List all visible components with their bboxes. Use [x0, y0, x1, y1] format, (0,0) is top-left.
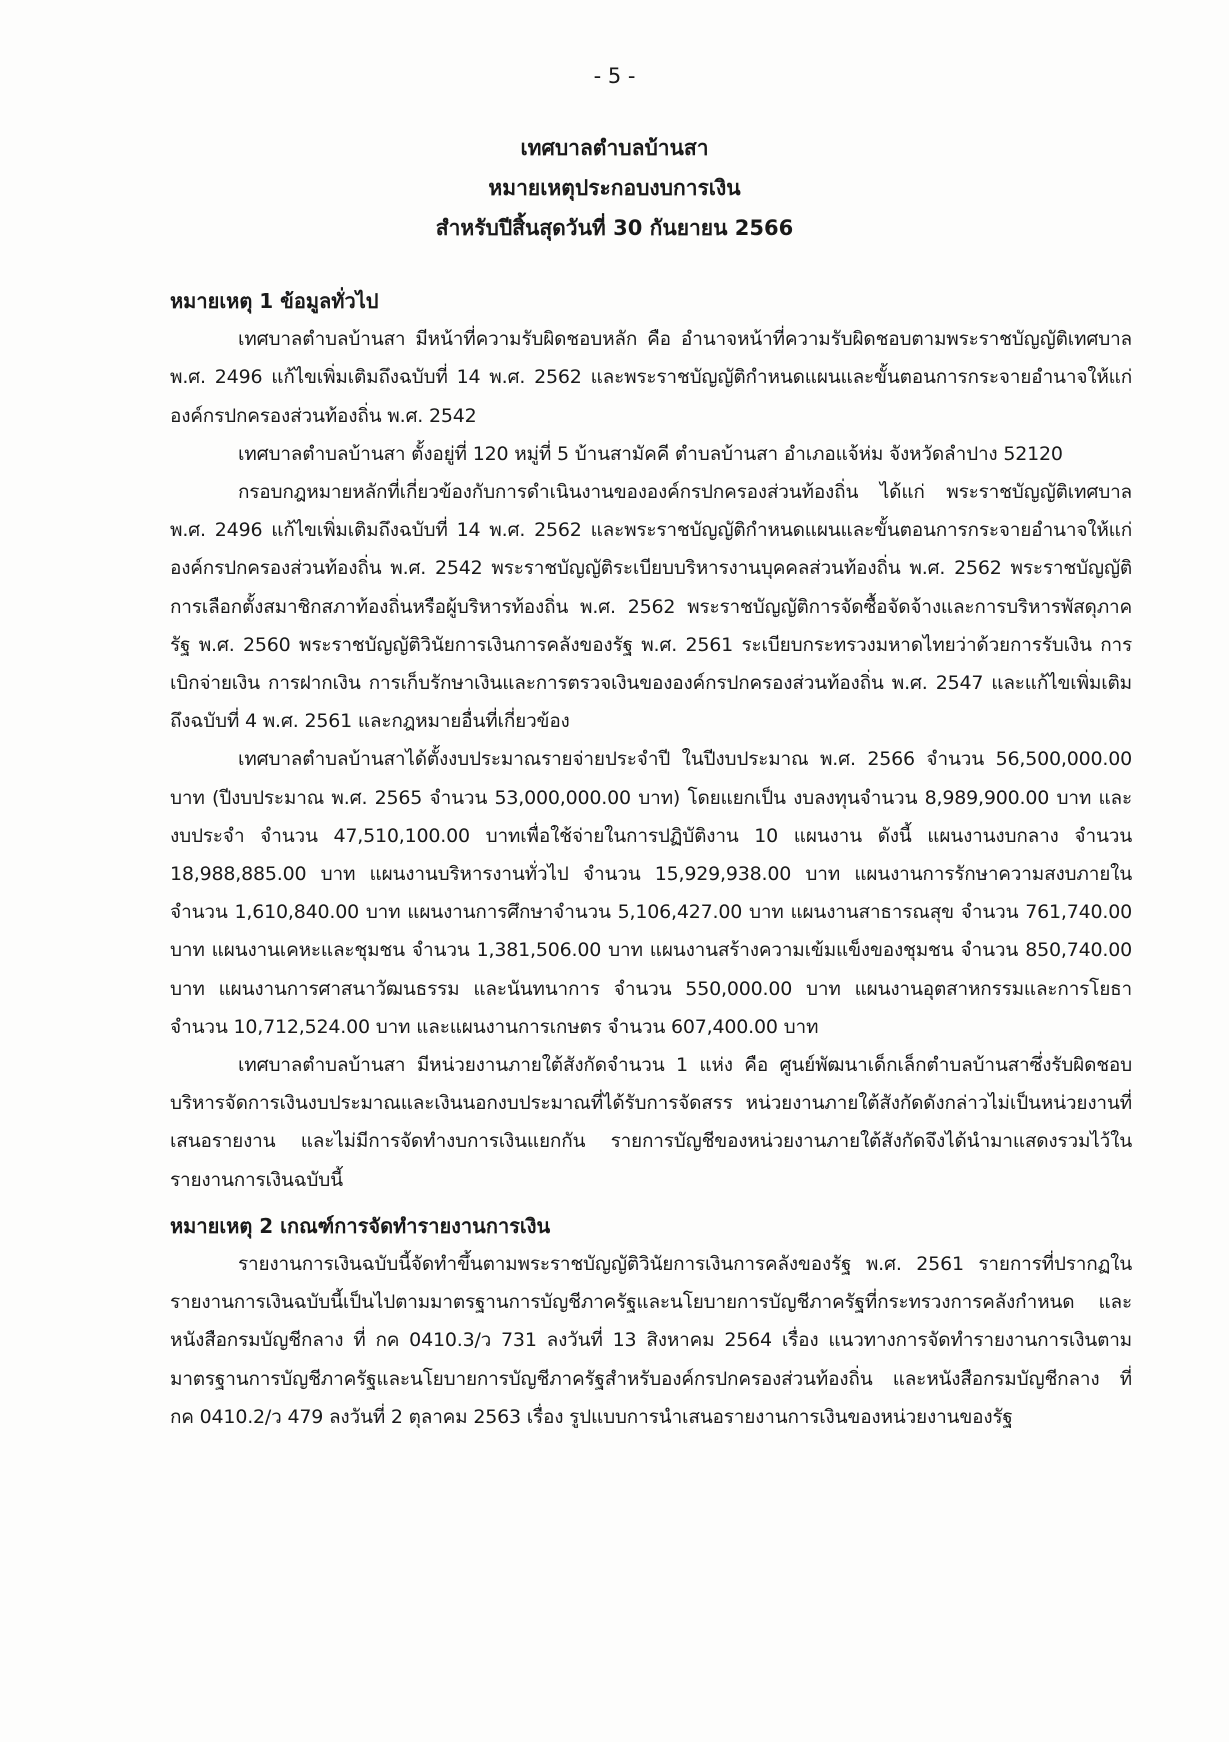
note-1-paragraph-location: เทศบาลตำบลบ้านสา ตั้งอยู่ที่ 120 หมู่ที่ 5 บ้านสามัคคี ตำบลบ้านสา อำเภอแจ้ห่ม จังหวัดลำปาง 52120 [238, 442, 1063, 465]
note-1-paragraph-budget: เทศบาลตำบลบ้านสาได้ตั้งงบประมาณรายจ่ายประจำปี ในปีงบประมาณ พ.ศ. 2566 จำนวน 56,500,000.00 บาท (ปีงบประมาณ พ.ศ. 2565 จำนวน 53,000,000.00 บาท) โดยแยกเป็น งบลงทุนจำนวน 8,989,900.00 บาท และงบประจำ จำนวน 47,510,100.00 บาทเพื่อใช้จ่ายในการปฏิบัติงาน 10 แผนงาน ดังนี้ แผนงานงบกลาง จำนวน 18,988,885.00 บาท แผนงานบริหารงานทั่วไป จำนวน 15,929,938.00 บาท แผนงานการรักษาความสงบภายใน จำนวน 1,610,840.00 บาท แผนงานการศึกษาจำนวน 5,106,427.00 บาท แผนงานสาธารณสุข จำนวน 761,740.00 บาท แผนงานเคหะและชุมชน จำนวน 1,381,506.00 บาท แผนงานสร้างความเข้มแข็งของชุมชน จำนวน 850,740.00 บาท แผนงานการศาสนาวัฒนธรรม และนันทนาการ จำนวน 550,000.00 บาท แผนงานอุตสาหกรรมและการโยธา จำนวน 10,712,524.00 บาท และแผนงานการเกษตร จำนวน 607,400.00 บาท [170, 748, 1132, 1038]
note-1-section [170, 282, 1132, 1199]
note-1-paragraph-legal-framework: กรอบกฎหมายหลักที่เกี่ยวข้องกับการดำเนินงานขององค์กรปกครองส่วนท้องถิ่น ได้แก่ พระราชบัญญัติเทศบาล พ.ศ. 2496 แก้ไขเพิ่มเติมถึงฉบับที่ 14 พ.ศ. 2562 และพระราชบัญญัติกำหนดแผนและขั้นตอนการกระจายอำนาจให้แก่องค์กรปกครองส่วนท้องถิ่น พ.ศ. 2542 พระราชบัญญัติระเบียบบริหารงานบุคคลส่วนท้องถิ่น พ.ศ. 2562 พระราชบัญญัติการเลือกตั้งสมาชิกสภาท้องถิ่นหรือผู้บริหารท้องถิ่น พ.ศ. 2562 พระราชบัญญัติการจัดซื้อจัดจ้างและการบริหารพัสดุภาครัฐ พ.ศ. 2560 พระราชบัญญัติวินัยการเงินการคลังของรัฐ พ.ศ. 2561 ระเบียบกระทรวงมหาดไทยว่าด้วยการรับเงิน การเบิกจ่ายเงิน การฝากเงิน การเก็บรักษาเงินและการตรวจเงินขององค์กรปกครองส่วนท้องถิ่น พ.ศ. 2547 และแก้ไขเพิ่มเติมถึงฉบับที่ 4 พ.ศ. 2561 และกฎหมายอื่นที่เกี่ยวข้อง [170, 481, 1132, 733]
note-2-heading: หมายเหตุ 2 เกณฑ์การจัดทำรายงานการเงิน [170, 1213, 551, 1238]
note-1-paragraph-responsibilities: เทศบาลตำบลบ้านสา มีหน้าที่ความรับผิดชอบหลัก คือ อำนาจหน้าที่ความรับผิดชอบตามพระราชบัญญัติเทศบาล พ.ศ. 2496 แก้ไขเพิ่มเติมถึงฉบับที่ 14 พ.ศ. 2562 และพระราชบัญญัติกำหนดแผนและขั้นตอนการกระจายอำนาจให้แก่องค์กรปกครองส่วนท้องถิ่น พ.ศ. 2542 [170, 328, 1132, 427]
note-2-paragraph-basis: รายงานการเงินฉบับนี้จัดทำขึ้นตามพระราชบัญญัติวินัยการเงินการคลังของรัฐ พ.ศ. 2561 รายการที่ปรากฏในรายงานการเงินฉบับนี้เป็นไปตามมาตรฐานการบัญชีภาครัฐและนโยบายการบัญชีภาครัฐที่กระทรวงการคลังกำหนด และหนังสือกรมบัญชีกลาง ที่ กค 0410.3/ว 731 ลงวันที่ 13 สิงหาคม 2564 เรื่อง แนวทางการจัดทำรายงานการเงินตามมาตรฐานการบัญชีภาครัฐและนโยบายการบัญชีภาครัฐสำหรับองค์กรปกครองส่วนท้องถิ่น และหนังสือกรมบัญชีกลาง ที่ กค 0410.2/ว 479 ลงวันที่ 2 ตุลาคม 2563 เรื่อง รูปแบบการนำเสนอรายงานการเงินของหน่วยงานของรัฐ [170, 1253, 1132, 1428]
section-spacer [170, 1199, 1132, 1207]
note-1-heading: หมายเหตุ 1 ข้อมูลทั่วไป [170, 289, 379, 313]
page-number: - 5 - [593, 64, 636, 88]
note-2-section [170, 1207, 1132, 1436]
reporting-period: สำหรับปีสิ้นสุดวันที่ 30 กันยายน 2566 [435, 216, 794, 240]
document-header [0, 128, 1229, 248]
note-1-paragraph-subsidiary-unit: เทศบาลตำบลบ้านสา มีหน่วยงานภายใต้สังกัดจำนวน 1 แห่ง คือ ศูนย์พัฒนาเด็กเล็กตำบลบ้านสาซึ่งรับผิดชอบบริหารจัดการเงินงบประมาณและเงินนอกงบประมาณที่ได้รับการจัดสรร หน่วยงานภายใต้สังกัดดังกล่าวไม่เป็นหน่วยงานที่เสนอรายงาน และไม่มีการจัดทำงบการเงินแยกกัน รายการบัญชีของหน่วยงานภายใต้สังกัดจึงได้นำมาแสดงรวมไว้ในรายงานการเงินฉบับนี้ [170, 1054, 1132, 1191]
document-body [170, 282, 1132, 1436]
organization-name: เทศบาลตำบลบ้านสา [520, 136, 709, 160]
document-title: หมายเหตุประกอบงบการเงิน [488, 176, 741, 200]
